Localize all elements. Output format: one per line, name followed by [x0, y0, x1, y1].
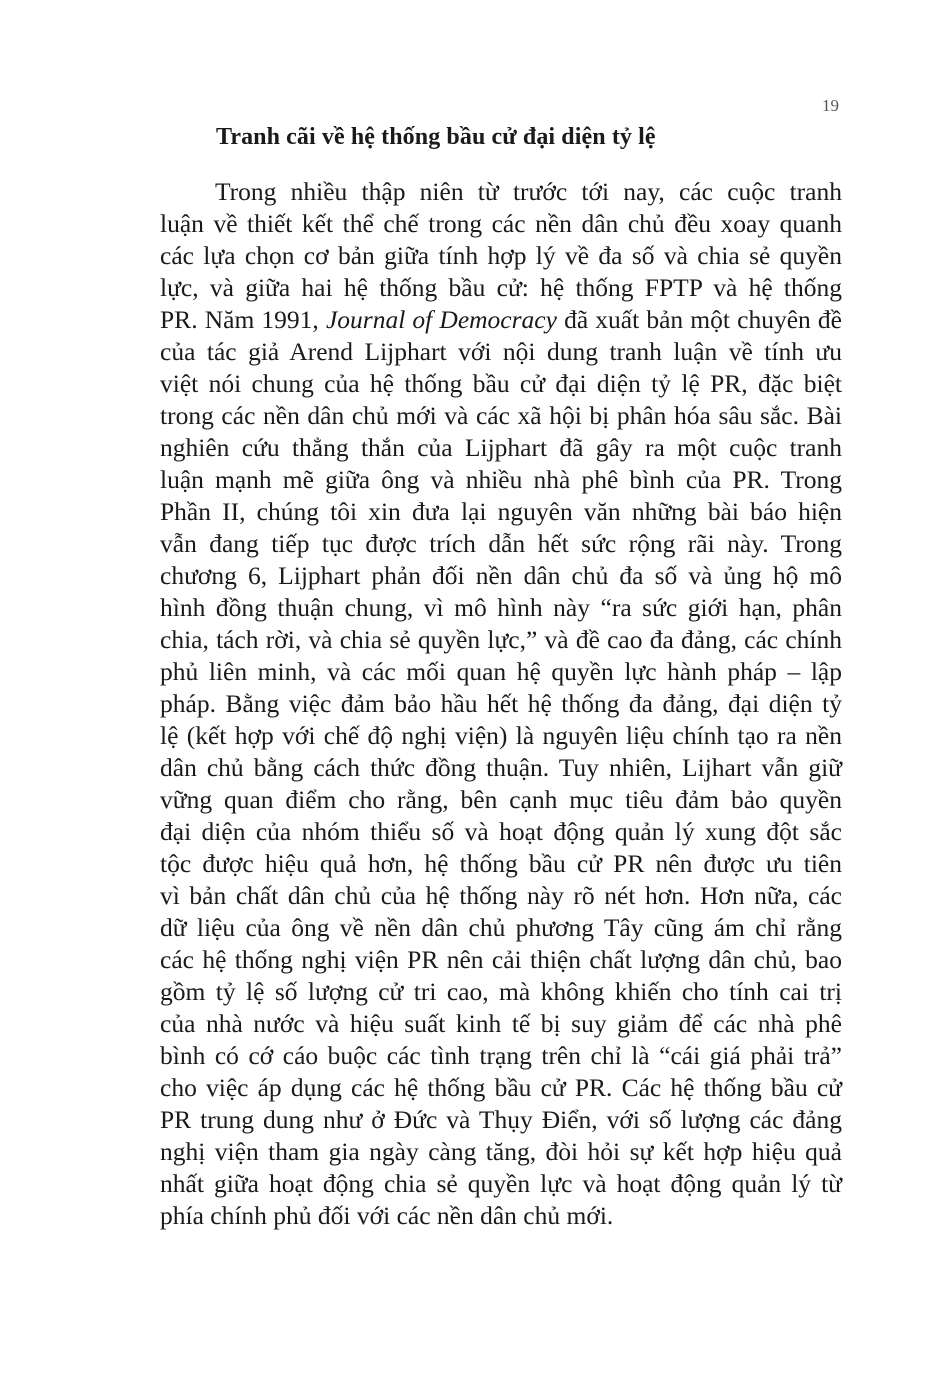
paragraph-line: lệ (kết hợp với chế độ nghị viện) là nguyên liệu chính tạo ra nền [160, 721, 842, 750]
paragraph-line: vì bản chất dân chủ của hệ thống này rõ nét hơn. Hơn nữa, các [160, 881, 842, 910]
paragraph-line: nhất giữa hoạt động chia sẻ quyền lực và hoạt động quản lý từ [160, 1169, 842, 1198]
paragraph-line: luận về thiết kết thể chế trong các nền dân chủ đều xoay quanh [160, 209, 842, 238]
paragraph-line: đại diện của nhóm thiểu số và hoạt động quản lý xung đột sắc [160, 817, 842, 846]
paragraph-line: luận mạnh mẽ giữa ông và nhiều nhà phê bình của PR. Trong [160, 465, 842, 494]
paragraph-line: Trong nhiều thập niên từ trước tới nay, các cuộc tranh [215, 177, 842, 206]
paragraph-line: dân chủ bằng cách thức đồng thuận. Tuy nhiên, Lijhart vẫn giữ [160, 753, 842, 782]
line-text: đã xuất bản một chuyên đề [556, 305, 842, 334]
paragraph-line: tộc được hiệu quả hơn, hệ thống bầu cử PR nên được ưu tiên [160, 849, 842, 878]
page-number: 19 [822, 96, 839, 115]
paragraph-line: pháp. Bằng việc đảm bảo hầu hết hệ thống đa đảng, đại diện tỷ [160, 689, 842, 718]
body-paragraph [160, 176, 842, 1232]
paragraph-line: nghiên cứu thẳng thắn của Lijphart đã gây ra một cuộc tranh [160, 433, 842, 462]
paragraph-line: Phần II, chúng tôi xin đưa lại nguyên văn những bài báo hiện [160, 497, 842, 526]
paragraph-line: của nhà nước và hiệu suất kinh tế bị suy giảm để các nhà phê [160, 1009, 842, 1038]
paragraph-line: vẫn đang tiếp tục được trích dẫn hết sức rộng rãi này. Trong [160, 529, 842, 558]
paragraph-line: dữ liệu của ông về nền dân chủ phương Tây cũng ám chỉ rằng [160, 913, 842, 942]
paragraph-line: PR trung dung như ở Đức và Thụy Điển, với số lượng các đảng [160, 1105, 842, 1134]
paragraph-line: các hệ thống nghị viện PR nên cải thiện chất lượng dân chủ, bao [160, 945, 842, 974]
paragraph-line: của tác giả Arend Lijphart với nội dung tranh luận về tính ưu [160, 337, 842, 366]
paragraph-line: chương 6, Lijphart phản đối nền dân chủ đa số và ủng hộ mô [160, 561, 842, 590]
paragraph-line: gồm tỷ lệ số lượng cử tri cao, mà không khiến cho tính cai trị [160, 977, 842, 1006]
paragraph-line: chia, tách rời, và chia sẻ quyền lực,” và đề cao đa đảng, các chính [160, 625, 842, 654]
paragraph-line: các lựa chọn cơ bản giữa tính hợp lý về đa số và chia sẻ quyền [160, 241, 842, 270]
paragraph-line: phủ liên minh, và các mối quan hệ quyền lực hành pháp – lập [160, 657, 842, 686]
paragraph-line: lực, và giữa hai hệ thống bầu cử: hệ thống FPTP và hệ thống [160, 273, 842, 302]
paragraph-line: bình có cớ cáo buộc các tình trạng trên chỉ là “cái giá phải trả” [160, 1041, 842, 1070]
paragraph-line [160, 304, 842, 336]
paragraph-line: việt nói chung của hệ thống bầu cử đại diện tỷ lệ PR, đặc biệt [160, 369, 842, 398]
paragraph-line: trong các nền dân chủ mới và các xã hội bị phân hóa sâu sắc. Bài [160, 401, 842, 430]
paragraph-line: vững quan điểm cho rằng, bên cạnh mục tiêu đảm bảo quyền [160, 785, 842, 814]
paragraph-line: nghị viện tham gia ngày càng tăng, đòi hỏi sự kết hợp hiệu quả [160, 1137, 842, 1166]
paragraph-line: cho việc áp dụng các hệ thống bầu cử PR. Các hệ thống bầu cử [160, 1073, 842, 1102]
line-text: PR. Năm 1991, [160, 305, 326, 334]
paragraph-line: hình đồng thuận chung, vì mô hình này “ra sức giới hạn, phân [160, 593, 842, 622]
journal-title: Journal of Democracy [325, 305, 557, 334]
paragraph-line: phía chính phủ đối với các nền dân chủ mới. [160, 1201, 614, 1230]
section-heading: Tranh cãi về hệ thống bầu cử đại diện tỷ lệ [216, 124, 656, 150]
